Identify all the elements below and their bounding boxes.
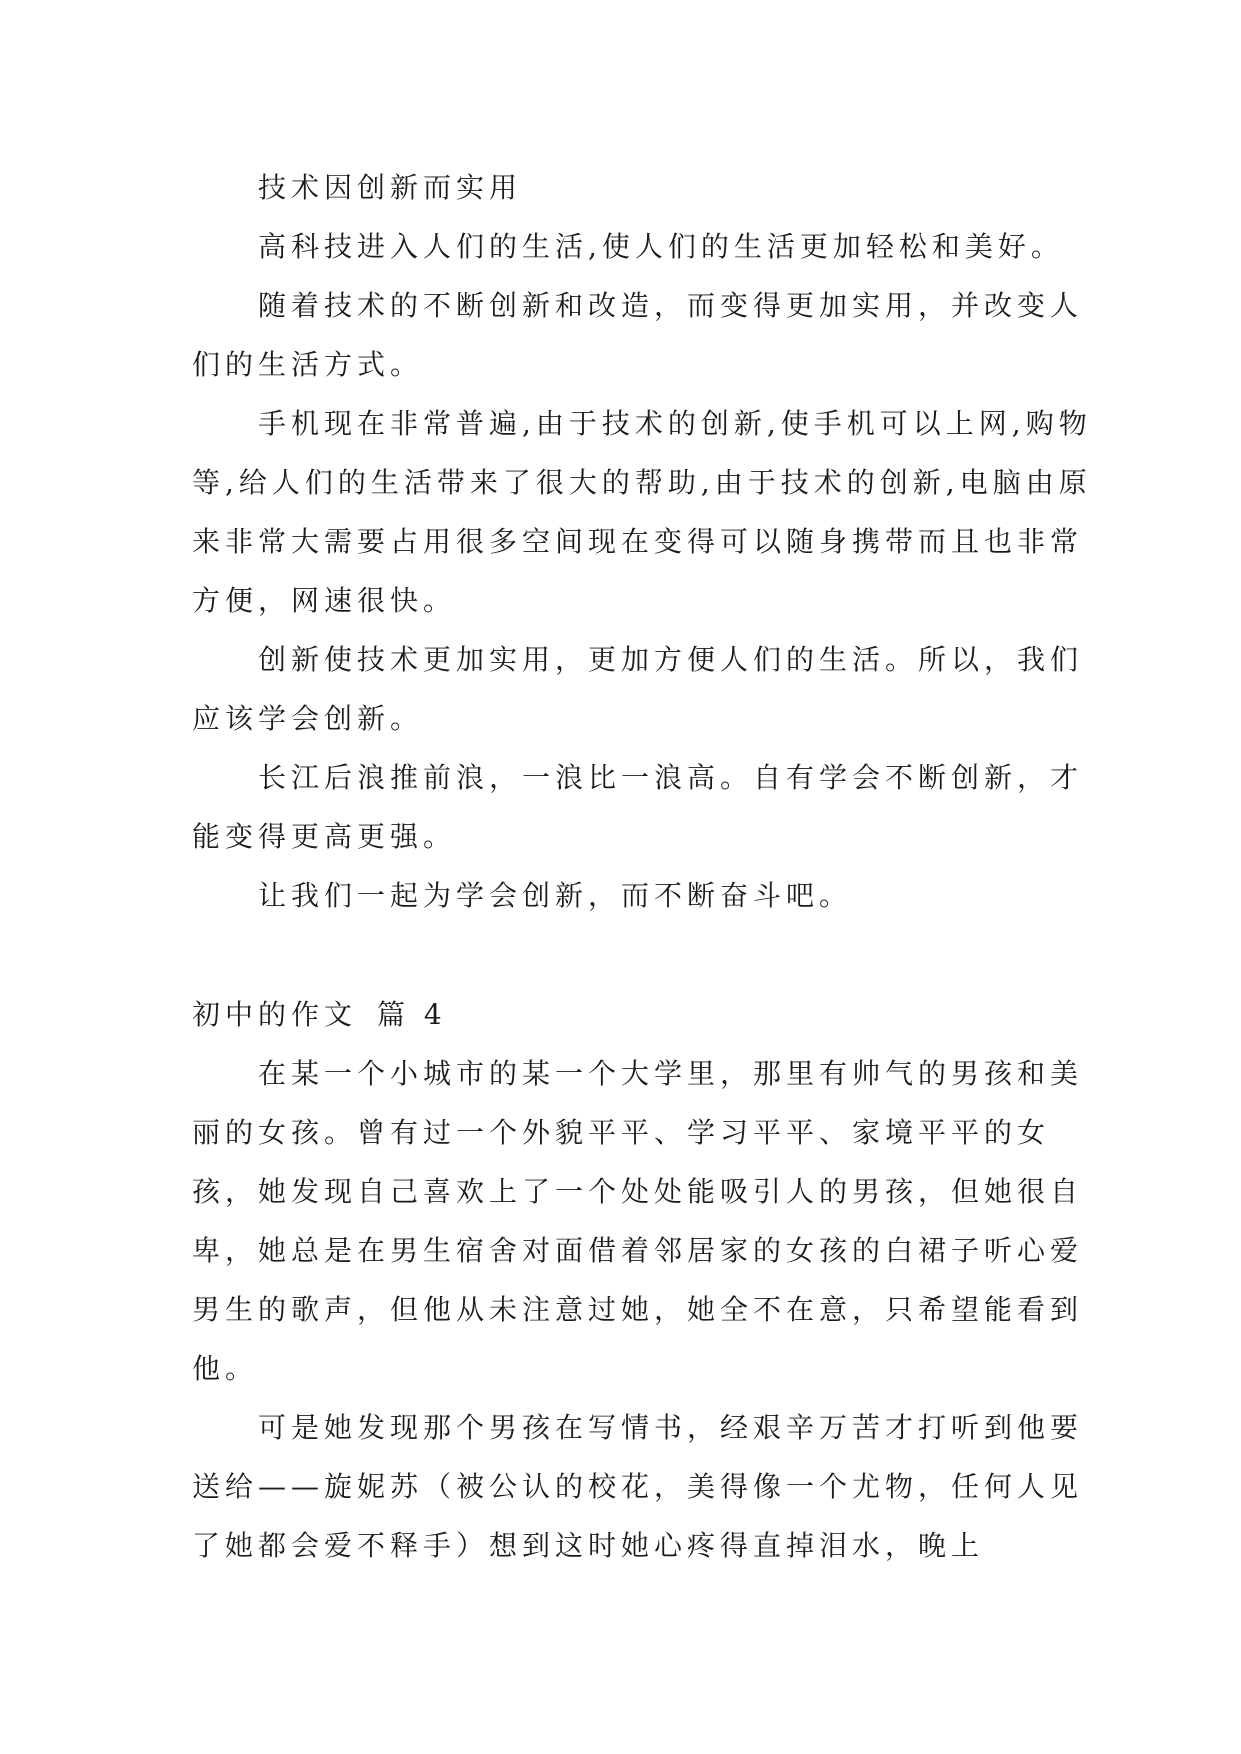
paragraph: 创新使技术更加实用，更加方便人们的生活。所以，我们应该学会创新。	[192, 643, 1084, 735]
paragraph: 可是她发现那个男孩在写情书，经艰辛万苦才打听到他要送给——旋妮苏（被公认的校花，美得像一个尤物，任何人见了她都会爱不释手）想到这时她心疼得直掉泪水，晚上	[192, 1411, 1084, 1562]
section-title-label: 初中的作文	[192, 998, 358, 1031]
paragraph: 长江后浪推前浪，一浪比一浪高。自有学会不断创新，才能变得更高更强。	[192, 761, 1084, 853]
paragraph: 高科技进入人们的生活,使人们的生活更加轻松和美好。	[258, 230, 1064, 263]
essay-heading: 技术因创新而实用	[258, 171, 523, 204]
section-number: 篇 4	[377, 998, 447, 1031]
section-title	[192, 985, 1092, 1044]
paragraph: 随着技术的不断创新和改造，而变得更加实用，并改变人们的生活方式。	[192, 289, 1084, 381]
paragraph: 在某一个小城市的某一个大学里，那里有帅气的男孩和美丽的女孩。曾有过一个外貌平平、学习平平、家境平平的女孩，她发现自己喜欢上了一个处处能吸引人的男孩，但她很自卑，她总是在男生宿舍对面借着邻居家的女孩的白裙子听心爱男生的歌声，但他从未注意过她，她全不在意，只希望能看到他。	[192, 1057, 1084, 1385]
paragraph: 让我们一起为学会创新，而不断奋斗吧。	[258, 879, 853, 912]
document-body	[192, 158, 1092, 1575]
paragraph: 手机现在非常普遍,由于技术的创新,使手机可以上网,购物等,给人们的生活带来了很大的帮助,由于技术的创新,电脑由原来非常大需要占用很多空间现在变得可以随身携带而且也非常方便，网速很快。	[192, 407, 1092, 617]
